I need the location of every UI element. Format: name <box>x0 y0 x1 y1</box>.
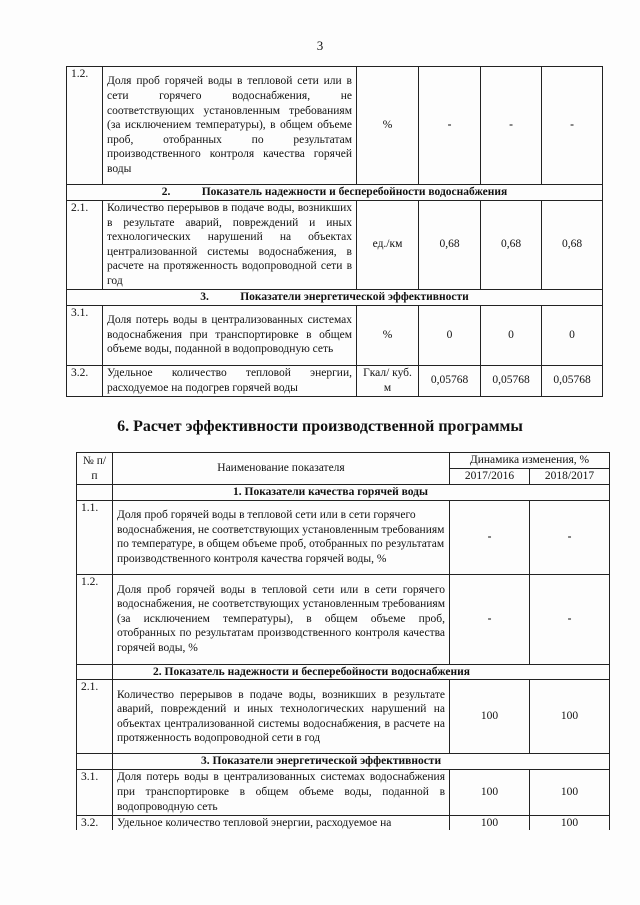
value-cell: 100 <box>530 815 610 830</box>
unit-cell: % <box>357 67 419 185</box>
row-number: 3.2. <box>67 365 103 396</box>
section-row <box>77 754 610 770</box>
value-cell: - <box>542 67 603 185</box>
table-row <box>67 201 603 290</box>
section-title: 2. Показатель надежности и бесперебойности водоснабжения <box>113 664 610 680</box>
value-cell: - <box>419 67 481 185</box>
value-cell: 100 <box>450 815 530 830</box>
indicator-name: Количество перерывов в подаче воды, возникших в результате аварий, повреждений и иных технологических нарушений на объектах централизованной системы водоснабжения, в расчете на протяженность водопроводной сети в год <box>103 201 357 290</box>
value-cell: 100 <box>450 769 530 815</box>
header-row <box>77 453 610 469</box>
value-cell: 0 <box>419 305 481 365</box>
section-row <box>67 289 603 305</box>
value-cell: 100 <box>530 769 610 815</box>
value-cell: 100 <box>530 680 610 754</box>
indicator-name: Доля проб горячей воды в тепловой сети или в сети горячего водоснабжения, не соответствующих установленным требованиям (за исключением температуры), в общем объеме проб, отобранных по результатам производственного контроля качества горячей воды, % <box>113 574 450 664</box>
period-header: 2017/2016 <box>450 469 530 485</box>
table-row <box>77 680 610 754</box>
value-cell: 0,05768 <box>481 365 542 396</box>
unit-cell: ед./км <box>357 201 419 290</box>
section-number: 3. <box>200 290 209 303</box>
table-row <box>77 769 610 815</box>
number-header: № п/п <box>77 453 113 485</box>
row-number: 2.1. <box>77 680 113 754</box>
row-number: 2.1. <box>67 201 103 290</box>
indicator-name: Количество перерывов в подаче воды, возникших в результате аварий, повреждений и иных технологических нарушений на объектах централизованной системы водоснабжения, в расчете на протяженность водопроводной сети в год <box>113 680 450 754</box>
row-number: 1.2. <box>67 67 103 185</box>
row-number: 1.1. <box>77 500 113 574</box>
table-row <box>67 67 603 185</box>
value-cell: 0 <box>542 305 603 365</box>
name-header: Наименование показателя <box>113 453 450 485</box>
value-cell: 0,68 <box>542 201 603 290</box>
section-row <box>77 485 610 501</box>
section-title: 1. Показатели качества горячей воды <box>113 485 610 501</box>
section-row <box>77 664 610 680</box>
efficiency-table <box>76 452 610 830</box>
indicator-name: Доля потерь воды в централизованных системах водоснабжения при транспортировке в общем объеме воды, поданной в водопроводную сеть <box>113 769 450 815</box>
section-row <box>67 185 603 201</box>
value-cell: - <box>450 500 530 574</box>
value-cell: 0,05768 <box>419 365 481 396</box>
row-number: 3.2. <box>77 815 113 830</box>
value-cell: 0,68 <box>481 201 542 290</box>
unit-cell: % <box>357 305 419 365</box>
indicator-name: Доля проб горячей воды в тепловой сети или в сети горячего водоснабжения, не соответствующих установленным требованиям (за исключением температуры), в общем объеме проб, отобранных по результатам производственного контроля качества горячей воды <box>103 67 357 185</box>
indicator-name: Удельное количество тепловой энергии, расходуемое на подогрев горячей воды <box>103 365 357 396</box>
page-number: 3 <box>316 38 324 53</box>
section-title <box>67 185 603 201</box>
table-row <box>67 305 603 365</box>
row-number: 3.1. <box>77 769 113 815</box>
value-cell: - <box>530 574 610 664</box>
value-cell: 100 <box>450 680 530 754</box>
table-row <box>77 815 610 830</box>
table-row <box>77 500 610 574</box>
section-label: Показатель надежности и бесперебойности водоснабжения <box>201 186 508 199</box>
row-number: 1.2. <box>77 574 113 664</box>
row-number: 3.1. <box>67 305 103 365</box>
section-title: 3. Показатели энергетической эффективности <box>113 754 610 770</box>
value-cell: - <box>481 67 542 185</box>
section-6-heading: 6. Расчет эффективности производственной программы <box>117 418 523 435</box>
table-row <box>67 365 603 396</box>
table-row <box>77 574 610 664</box>
value-cell: - <box>450 574 530 664</box>
dynamics-header: Динамика изменения, % <box>450 453 610 469</box>
unit-cell: Гкал/ куб. м <box>357 365 419 396</box>
value-cell: 0 <box>481 305 542 365</box>
value-cell: - <box>530 500 610 574</box>
indicators-table <box>66 66 603 397</box>
section-title <box>67 289 603 305</box>
value-cell: 0,05768 <box>542 365 603 396</box>
value-cell: 0,68 <box>419 201 481 290</box>
section-label: Показатели энергетической эффективности <box>240 290 469 303</box>
period-header: 2018/2017 <box>530 469 610 485</box>
section-number: 2. <box>161 186 171 199</box>
indicator-name: Доля проб горячей воды в тепловой сети или в сети горячего водоснабжения, не соответствующих установленным требованиям по температуре, в общем объеме проб, отобранных по результатам производственного контроля качества горячей воды, % <box>113 500 450 574</box>
indicator-name: Доля потерь воды в централизованных системах водоснабжения при транспортировке в общем объеме воды, поданной в водопроводную сеть <box>103 305 357 365</box>
indicator-name: Удельное количество тепловой энергии, расходуемое на <box>113 815 450 830</box>
